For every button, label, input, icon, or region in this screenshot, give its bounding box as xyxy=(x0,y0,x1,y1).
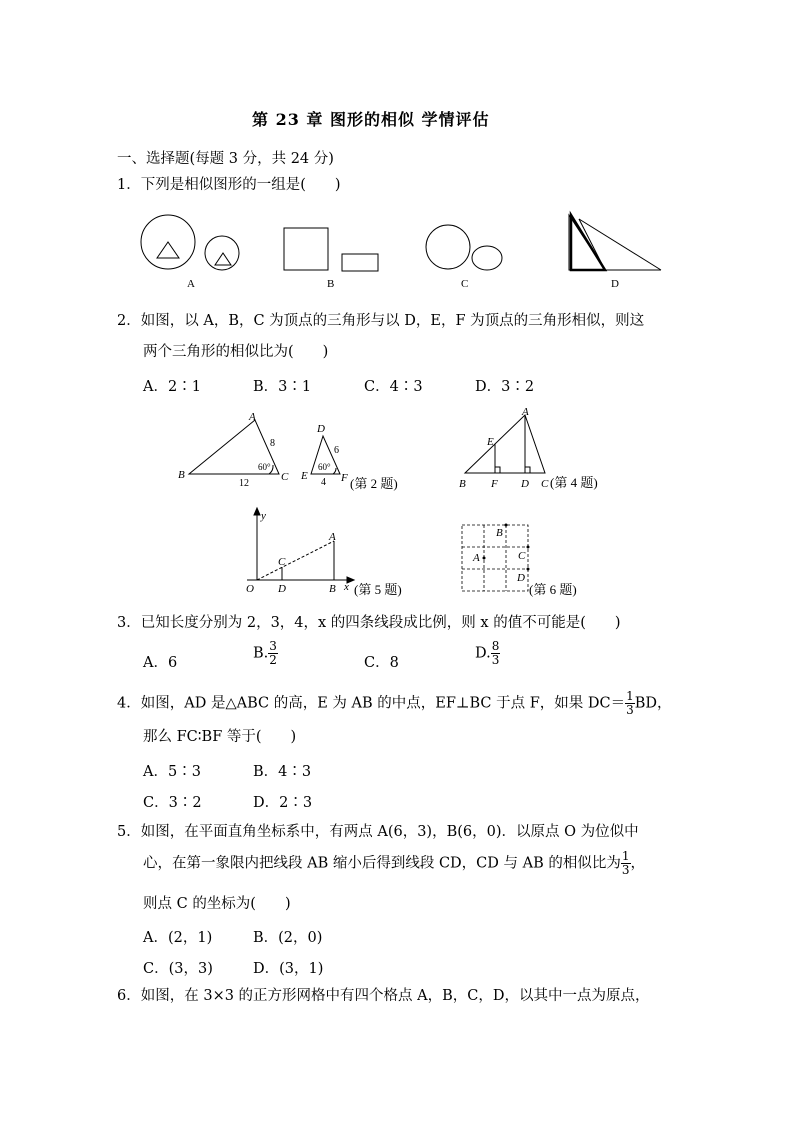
fig6-label-d: D xyxy=(517,572,525,584)
figure-q5 xyxy=(242,506,422,598)
q3-option-d: D. $\frac{8}{3}$ xyxy=(475,639,500,667)
fig5-label-y: y xyxy=(261,510,266,522)
question-number: 4． xyxy=(117,695,141,712)
fig5-caption: (第 5 题) xyxy=(354,582,402,597)
fig2-side-bc: 12 xyxy=(239,478,249,489)
question-number: 3． xyxy=(117,615,141,631)
q2-option-c: C．4∶3 xyxy=(364,379,423,395)
fig4-label-f: F xyxy=(491,478,498,490)
question-4-line2: 那么 FC∶BF 等于( ) xyxy=(143,729,297,745)
question-1 xyxy=(117,175,341,195)
fig5-label-x: x xyxy=(344,581,349,593)
fraction: $\frac{1}{3}$ xyxy=(626,689,634,717)
fraction: $\frac{3}{2}$ xyxy=(269,639,277,667)
page-title: 第 23 章 图形的相似 学情评估 xyxy=(252,110,490,129)
question-5 xyxy=(117,822,639,842)
section-heading: 一、选择题(每题 3 分，共 24 分) xyxy=(117,151,334,167)
figure-q4 xyxy=(455,403,625,495)
question-text: 如图，以 A，B，C 为顶点的三角形与以 D，E，F 为顶点的三角形相似，则这 xyxy=(140,313,645,329)
fig-q1-label-b: B xyxy=(327,278,335,290)
fig2-label-e: E xyxy=(301,470,308,482)
question-text: 如图，AD 是△ABC 的高，E 为 AB 的中点，EF⊥BC 于点 F，如果 DC＝ xyxy=(140,695,626,712)
fig5-label-d: D xyxy=(278,583,286,595)
question-text: 如图，在 3×3 的正方形网格中有四个格点 A，B，C，D，以其中一点为原点， xyxy=(140,988,650,1004)
question-2-line2: 两个三角形的相似比为( ) xyxy=(143,344,329,360)
fig-q1-label-c: C xyxy=(461,278,469,290)
fig2-label-b: B xyxy=(178,469,185,481)
question-4: 4．如图，AD 是△ABC 的高，E 为 AB 的中点，EF⊥BC 于点 F，如果 DC＝ $\frac{1}{3}$ BD， xyxy=(117,689,672,717)
fig5-label-b: B xyxy=(329,583,336,595)
fig6-label-b: B xyxy=(496,527,503,539)
question-number: 5． xyxy=(117,824,141,840)
q2-option-d: D．3∶2 xyxy=(475,379,535,395)
fig-q1-option-d xyxy=(569,215,661,270)
q2-option-b: B．3∶1 xyxy=(253,379,312,395)
figure-q1 xyxy=(135,205,675,295)
fig-q1-option-b xyxy=(284,228,378,271)
fig4-label-c: C xyxy=(541,478,549,490)
fraction: $\frac{1}{3}$ xyxy=(621,849,630,877)
fraction: $\frac{8}{3}$ xyxy=(491,639,500,667)
fig2-caption: (第 2 题) xyxy=(350,476,398,491)
q4-option-d: D．2∶3 xyxy=(253,795,313,811)
fig2-label-a: A xyxy=(249,411,256,423)
q4-option-a: A．5∶3 xyxy=(143,764,201,780)
q3-option-b: B. $\frac{3}{2}$ xyxy=(253,639,277,667)
fig2-label-d: D xyxy=(317,423,325,435)
question-number: 1． xyxy=(117,177,141,193)
fig2-side-ac: 8 xyxy=(270,438,275,449)
fig5-label-o: O xyxy=(246,583,254,595)
fig2-label-f: F xyxy=(341,472,348,484)
q5-option-d: D．(3，1) xyxy=(253,961,324,977)
question-number: 6． xyxy=(117,988,141,1004)
question-number: 2． xyxy=(117,313,141,329)
fig4-label-b: B xyxy=(459,478,466,490)
fig-q1-label-d: D xyxy=(611,278,619,290)
fig6-label-a: A xyxy=(473,552,480,564)
figure-q2 xyxy=(175,405,415,495)
fig2-label-c: C xyxy=(281,471,289,483)
q3-option-a: A．6 xyxy=(143,655,178,671)
fig5-label-a: A xyxy=(329,531,336,543)
question-3 xyxy=(117,613,621,633)
fig6-caption: (第 6 题) xyxy=(529,582,577,597)
question-5-line2: 心，在第一象限内把线段 AB 缩小后得到线段 CD，CD 与 AB 的相似比为 $\frac{1}{3}$ ， xyxy=(143,849,645,877)
fig-q1-label-a: A xyxy=(187,278,195,290)
fig4-label-a: A xyxy=(522,406,529,418)
fig4-caption: (第 4 题) xyxy=(550,475,598,490)
fig4-label-d: D xyxy=(521,478,529,490)
question-text: 下列是相似图形的一组是( ) xyxy=(140,177,341,193)
question-2 xyxy=(117,311,644,331)
fig2-angle-c: 60° xyxy=(258,462,271,472)
fig6-label-c: C xyxy=(518,550,526,562)
fig2-side-df: 6 xyxy=(334,445,339,456)
fig4-label-e: E xyxy=(487,436,494,448)
question-text: 已知长度分别为 2，3，4，x 的四条线段成比例，则 x 的值不可能是( ) xyxy=(140,615,621,631)
q5-option-a: A．(2，1) xyxy=(143,930,213,946)
q5-option-c: C．(3，3) xyxy=(143,961,213,977)
fig-q1-option-c xyxy=(426,225,502,270)
question-5-line3: 则点 C 的坐标为( ) xyxy=(143,896,291,912)
fig-q1-option-a xyxy=(141,215,239,270)
question-text: 如图，在平面直角坐标系中，有两点 A(6，3)，B(6，0)．以原点 O 为位似中 xyxy=(140,824,639,840)
fig2-side-ef: 4 xyxy=(321,477,326,488)
q4-option-c: C．3∶2 xyxy=(143,795,202,811)
fig5-label-c: C xyxy=(278,556,286,568)
question-6 xyxy=(117,986,650,1006)
fig2-angle-f: 60° xyxy=(318,462,331,472)
q5-option-b: B．(2，0) xyxy=(253,930,323,946)
q4-option-b: B．4∶3 xyxy=(253,764,312,780)
q2-option-a: A．2∶1 xyxy=(143,379,201,395)
q3-option-c: C．8 xyxy=(364,655,399,671)
figure-q6 xyxy=(455,520,625,600)
